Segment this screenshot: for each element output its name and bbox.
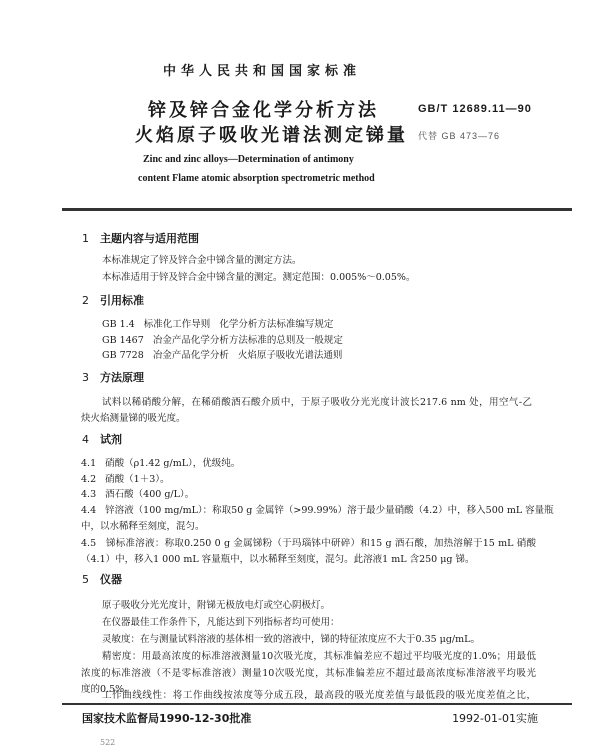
section-4-heading: 4 试剂 (82, 433, 122, 446)
reagent-item: 4.2 硝酸（1＋3）。 (81, 474, 170, 485)
paragraph-line: 灵敏度：在与测量试料溶液的基体相一致的溶液中，锑的特征浓度应不大于0.35 μg/mL。 (102, 634, 480, 645)
title-line-1: 锌及锌合金化学分析方法 (148, 100, 379, 121)
reagent-item-continued: （4.1）中，移入1 000 mL 容量瓶中，以水稀释至刻度，混匀。此溶液1 mL 含250 μg 锑。 (81, 554, 475, 565)
paragraph-line: 浓度的标准溶液（不是零标准溶液）测量10次吸光度，其标准偏差应不超过最高浓度标准溶液平均吸光 (81, 668, 536, 679)
footer-rule (62, 703, 572, 705)
reagent-item: 4.1 硝酸（ρ1.42 g/mL），优级纯。 (81, 458, 241, 469)
english-title-line-1: Zinc and zinc alloys—Determination of antimony (143, 154, 354, 165)
title-line-2: 火焰原子吸收光谱法测定锑量 (135, 125, 408, 146)
reference-item: GB 1.4 标准化工作导则 化学分析方法标准编写规定 (102, 319, 334, 330)
paragraph-line: 在仪器最佳工作条件下，凡能达到下列指标者均可使用： (102, 617, 340, 628)
section-1-heading: 1 主题内容与适用范围 (82, 232, 199, 245)
paragraph-line: 本标准适用于锌及锌合金中锑含量的测定。测定范围：0.005%～0.05%。 (102, 272, 416, 283)
section-5-heading: 5 仪器 (82, 573, 122, 586)
paragraph-line: 度的0.5%。 (81, 684, 134, 695)
reference-item: GB 1467 冶金产品化学分析方法标准的总则及一般规定 (102, 335, 343, 346)
approval-date: 国家技术监督局1990-12-30批准 (82, 712, 252, 725)
effective-date: 1992-01-01实施 (452, 712, 538, 725)
reagent-item: 4.4 锌溶液（100 mg/mL）：称取50 g 金属锌（>99.99%）溶于最少量硝酸（4.2）中，移入500 mL 容量瓶 (81, 505, 554, 516)
paragraph-line: 炔火焰测量锑的吸光度。 (81, 413, 186, 424)
reagent-item: 4.3 酒石酸（400 g/L）。 (81, 489, 195, 500)
reference-item: GB 7728 冶金产品化学分析 火焰原子吸收光谱法通则 (102, 350, 343, 361)
header-rule (62, 208, 572, 211)
section-2-heading: 2 引用标准 (82, 294, 144, 307)
english-title-line-2: content Flame atomic absorption spectrometric method (138, 173, 375, 184)
paragraph-line: 原子吸收分光光度计，附锑无极放电灯或空心阴极灯。 (102, 600, 331, 611)
paragraph-line: 工作曲线线性：将工作曲线按浓度等分成五段，最高段的吸光度差值与最低段的吸光度差值之比， (102, 690, 536, 701)
paragraph-line: 本标准规定了锌及锌合金中锑含量的测定方法。 (102, 255, 302, 266)
section-3-heading: 3 方法原理 (82, 371, 144, 384)
reagent-item-continued: 中，以水稀释至刻度，混匀。 (81, 521, 205, 532)
replaces-standard: 代替 GB 473—76 (418, 131, 501, 141)
paragraph-line: 精密度：用最高浓度的标准溶液测量10次吸光度，其标准偏差应不超过平均吸光度的1.0%；用最低 (102, 651, 536, 662)
national-standard-heading: 中华人民共和国国家标准 (163, 64, 362, 79)
page-number: 522 (100, 738, 116, 747)
paragraph-line: 试料以稀硝酸分解，在稀硝酸酒石酸介质中，于原子吸收分光光度计波长217.6 nm 处，用空气-乙 (102, 397, 532, 408)
standard-code: GB/T 12689.11—90 (418, 103, 532, 115)
reagent-item: 4.5 锑标准溶液：称取0.250 0 g 金属锑粉（于玛瑙钵中研碎）和15 g 酒石酸，加热溶解于15 mL 硝酸 (81, 538, 536, 549)
